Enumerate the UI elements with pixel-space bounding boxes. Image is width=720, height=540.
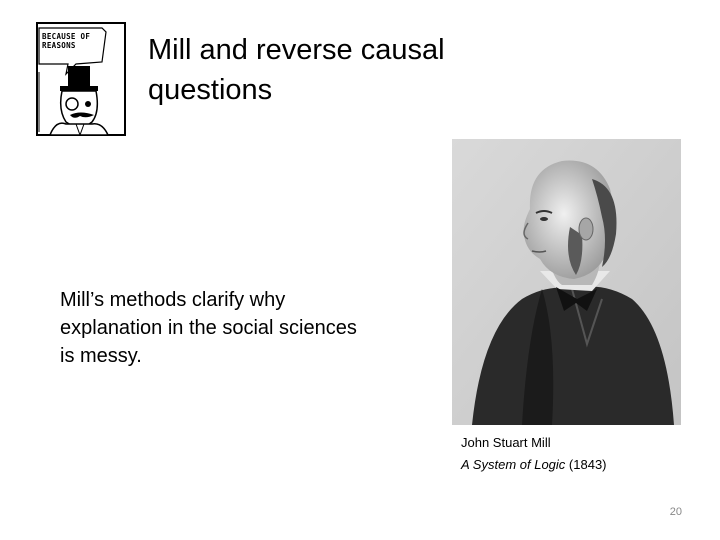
portrait-caption xyxy=(461,432,701,476)
caption-year: (1843) xyxy=(568,457,607,472)
caption-name: John Stuart Mill xyxy=(461,435,551,450)
caption-book-title: A System of Logic xyxy=(461,457,566,472)
slide-title-line-1: Mill and reverse causal xyxy=(148,34,445,66)
cartoon-image xyxy=(36,22,126,136)
caption-book-line xyxy=(461,454,701,476)
portrait-engraving xyxy=(452,139,681,425)
slide-title-line-2: questions xyxy=(148,74,273,106)
slide-title xyxy=(148,30,568,110)
body-text: Mill’s methods clarify why explanation in the social sciences is messy. xyxy=(60,289,357,367)
portrait-image xyxy=(452,139,681,425)
cartoon-speech-text: BECAUSE OF REASONS xyxy=(42,32,91,50)
slide-number: 20 xyxy=(669,506,682,518)
